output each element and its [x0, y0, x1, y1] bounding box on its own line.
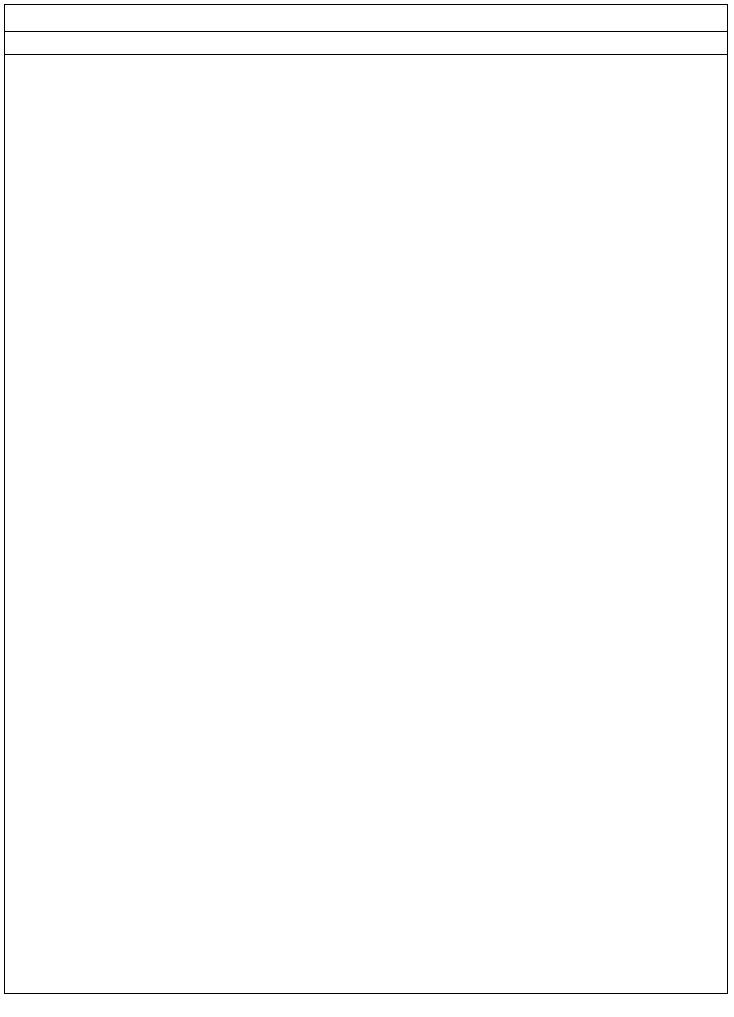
header-row	[5, 5, 727, 32]
instruction-frame	[4, 4, 728, 994]
applicability-row	[5, 32, 727, 55]
